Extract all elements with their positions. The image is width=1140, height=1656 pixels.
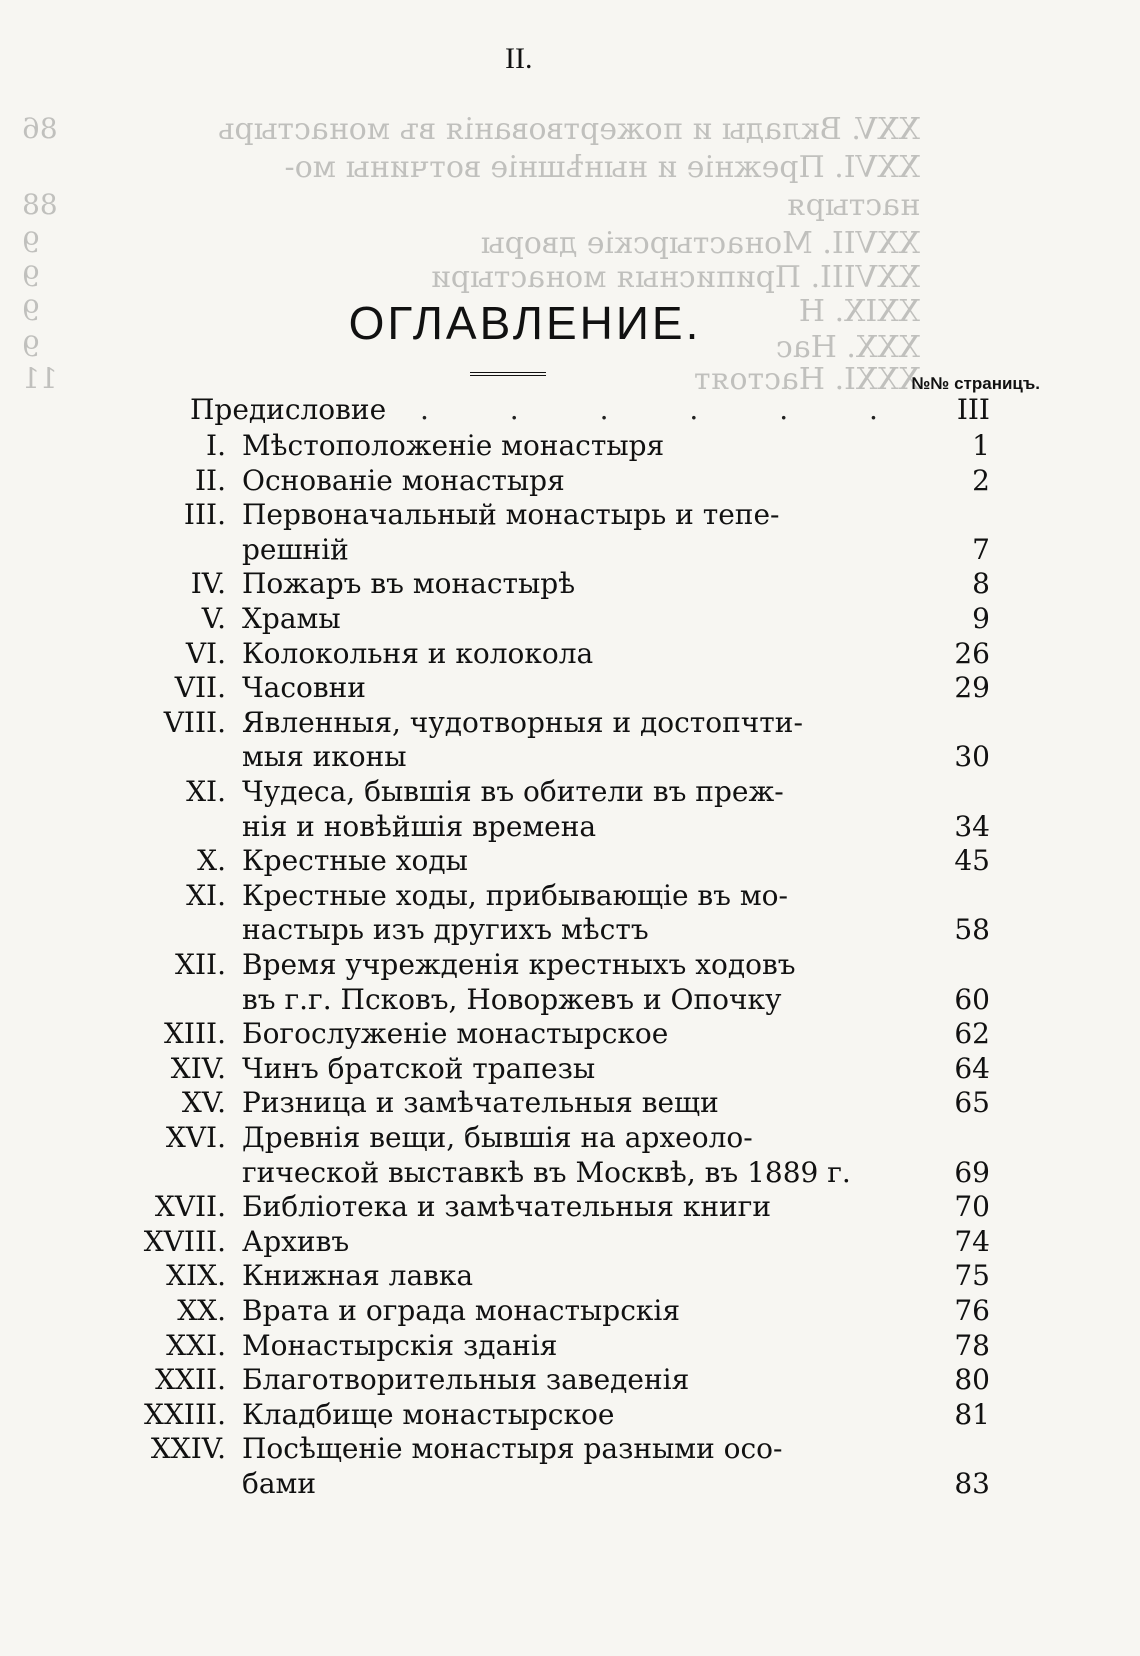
toc-preface [0,392,1140,428]
page-title: ОГЛАВЛЕНИЕ. [348,297,702,349]
toc-entry-number: XIV. [170,1051,226,1085]
toc-entry-line [0,636,1140,672]
bleed-line: XXXI. Настоят [693,362,920,397]
toc-entry-page: 60 [954,982,990,1016]
toc-entry-number: XI. [186,775,226,808]
bleed-line: XXX. Нас [776,330,920,365]
toc-entry-title: Богослуженіе монастырское [242,1017,669,1051]
toc-entry-line [0,1397,1140,1433]
toc-entry-title: Архивъ [242,1224,350,1258]
toc-entry-page: 8 [972,567,990,601]
toc-entry-number: V. [201,602,226,635]
toc-entry-number: X. [197,844,226,878]
bleed-line: XXV. Вклады и пожертвованія въ монастырь [218,112,920,147]
toc-entry-page: 75 [954,1259,990,1293]
toc-entry-title: решній [242,532,349,566]
toc-entry-title: Древнія вещи, бывшія на археоло- [242,1121,753,1154]
bleed-number: 88 [22,188,58,221]
bleed-line: XXVII. Монастырскіе дворы [480,226,920,261]
toc-entry-line [0,566,1140,602]
toc-entry-page: 83 [954,1467,990,1500]
toc-entry-line [0,843,1140,879]
toc-entry-line [0,670,1140,706]
toc-entry-title: бами [242,1467,316,1500]
toc-entry-line [0,774,1140,810]
toc-entry-line [0,1258,1140,1294]
toc-entry-title: Благотворительныя заведенія [242,1363,690,1397]
toc-entry-title: Пожаръ въ монастырѣ [242,567,576,601]
toc-entry-line [0,1431,1140,1467]
bleed-number: 9 [22,330,40,363]
toc-entry-line [0,1362,1140,1398]
toc-entry-page: 9 [972,602,990,635]
toc-entry-line [0,878,1140,914]
page-number: II. [505,42,533,75]
toc-entry-number: XIII. [163,1017,226,1051]
bleed-number: 9 [22,226,40,259]
toc-entry-line [0,1293,1140,1329]
toc-entry-line [0,1466,1140,1502]
toc-entry-line [0,497,1140,533]
toc-entry-line [0,463,1140,499]
bleed-number: 11 [22,362,58,395]
toc-entry-line [0,912,1140,948]
toc-entry-line [0,1155,1140,1191]
toc-entry-page: 45 [954,844,990,878]
toc-entry-line [0,1224,1140,1260]
pages-column-header: №№ страницъ. [911,374,1040,393]
toc-entry-number: XXI. [166,1328,226,1362]
toc-entry-page: 74 [954,1224,990,1258]
toc-entry-page: 1 [972,429,990,462]
toc-entry-number: II. [194,463,226,497]
toc-entry-page: 81 [954,1397,990,1431]
toc-entry-title: нія и новѣйшія времена [242,809,597,843]
toc-entry-page: 30 [954,740,990,774]
toc-entry-title: Основаніе монастыря [242,463,565,497]
bleed-number: 9 [22,260,40,293]
bleed-line: XXVIII. Приписныя монастыри [430,260,920,295]
toc-entry-number: VI. [185,636,226,670]
toc-entry-title: Монастырскія зданія [242,1328,558,1362]
toc-entry-title: Время учрежденія крестныхъ ходовъ [242,948,796,981]
toc-entry-line [0,428,1140,464]
toc-entry-number: VII. [174,671,226,705]
toc-entry-line [0,1120,1140,1156]
toc-entry-page: 64 [954,1051,990,1085]
toc-entry-line [0,1051,1140,1087]
toc-entry-number: I. [206,429,226,462]
leader-dots: . . . . . . [420,393,914,426]
toc-entry-number: XI. [186,878,226,912]
toc-entry-number: XVII. [154,1190,226,1224]
toc-entry-title: Крестные ходы, прибывающіе въ мо- [242,878,788,912]
toc-entry-page: 34 [954,809,990,843]
toc-entry-number: XX. [177,1294,226,1327]
toc-entry-page: 78 [954,1328,990,1362]
toc-entry-number: XV. [181,1086,226,1120]
toc-entry-number: VIII. [163,705,226,739]
toc-entry-page: 80 [954,1363,990,1397]
toc-entry-page: 58 [954,913,990,947]
toc-entry-number: XXII. [155,1363,226,1397]
toc-entry-number: XXIII. [144,1397,226,1431]
toc-entry-number: XIX. [166,1259,226,1293]
preface-label: Предисловие [190,393,387,426]
toc-entry-title: Ризница и замѣчательныя вещи [242,1086,719,1120]
toc-entry-line [0,601,1140,637]
toc-entry-page: 29 [954,671,990,705]
toc-entry-line [0,809,1140,845]
toc-entry-line [0,739,1140,775]
bleed-number: 86 [22,112,58,145]
toc-entry-title: гической выставкѣ въ Москвѣ, въ 1889 г. [242,1155,851,1189]
toc-entry-line [0,705,1140,741]
toc-entry-title: Крестные ходы [242,844,468,878]
toc-entry-number: III. [183,498,226,532]
toc-entry-page: 76 [954,1294,990,1327]
bleed-line: XXVI. Прежніе и нынѣшніе вотчины мо- [284,150,920,185]
toc-entry-page: 2 [972,463,990,497]
toc-entry-page: 7 [972,532,990,566]
toc-entry-page: 26 [954,636,990,670]
toc-entry-title: Врата и ограда монастырскія [242,1294,680,1327]
toc-entry-title: Посѣщеніе монастыря разными осо- [242,1432,783,1466]
toc-entry-page: 62 [954,1017,990,1051]
toc-entry-title: Чудеса, бывшія въ обители въ преж- [242,775,784,808]
toc-entry-title: Колокольня и колокола [242,636,594,670]
toc-entry-page: 65 [954,1086,990,1120]
title-rule [470,372,546,378]
toc-entry-number: XVI. [165,1121,226,1154]
toc-entry-line [0,1189,1140,1225]
toc-entry-number: XII. [175,948,226,981]
toc-entry-title: настырь изъ другихъ мѣстъ [242,913,649,947]
bleed-line: XXIX. Н [798,294,920,329]
toc-entry-title: Кладбище монастырское [242,1397,615,1431]
toc-entry-title: Первоначальный монастырь и тепе- [242,498,780,532]
toc-entry-page: 70 [954,1190,990,1224]
bleed-number: 9 [22,294,40,327]
toc-entry-line [0,1328,1140,1364]
toc-entry-title: Книжная лавка [242,1259,474,1293]
toc-entry-title: въ г.г. Псковъ, Новоржевъ и Опочку [242,982,782,1016]
toc-entry-line [0,1085,1140,1121]
toc-entry-title: Храмы [242,602,341,635]
toc-entry-number: IV. [190,567,226,601]
toc-entry-line [0,532,1140,568]
toc-entry-line [0,947,1140,983]
toc-entry-title: мыя иконы [242,740,407,774]
bleed-line: настыря [786,188,920,223]
toc-entry-line [0,982,1140,1018]
toc-entry-number: XXIV. [150,1432,226,1466]
toc-entry-line [0,1016,1140,1052]
preface-page: III [956,393,990,426]
toc-entry-title: Мѣстоположеніе монастыря [242,429,665,462]
toc-entry-page: 69 [954,1155,990,1189]
toc-entry-title: Чинъ братской трапезы [242,1051,596,1085]
toc-entry-title: Библіотека и замѣчательныя книги [242,1190,772,1224]
toc-entry-number: XVIII. [143,1224,226,1258]
toc-entry-title: Явленныя, чудотворныя и достопчти- [242,705,803,739]
toc-entry-title: Часовни [242,671,366,705]
